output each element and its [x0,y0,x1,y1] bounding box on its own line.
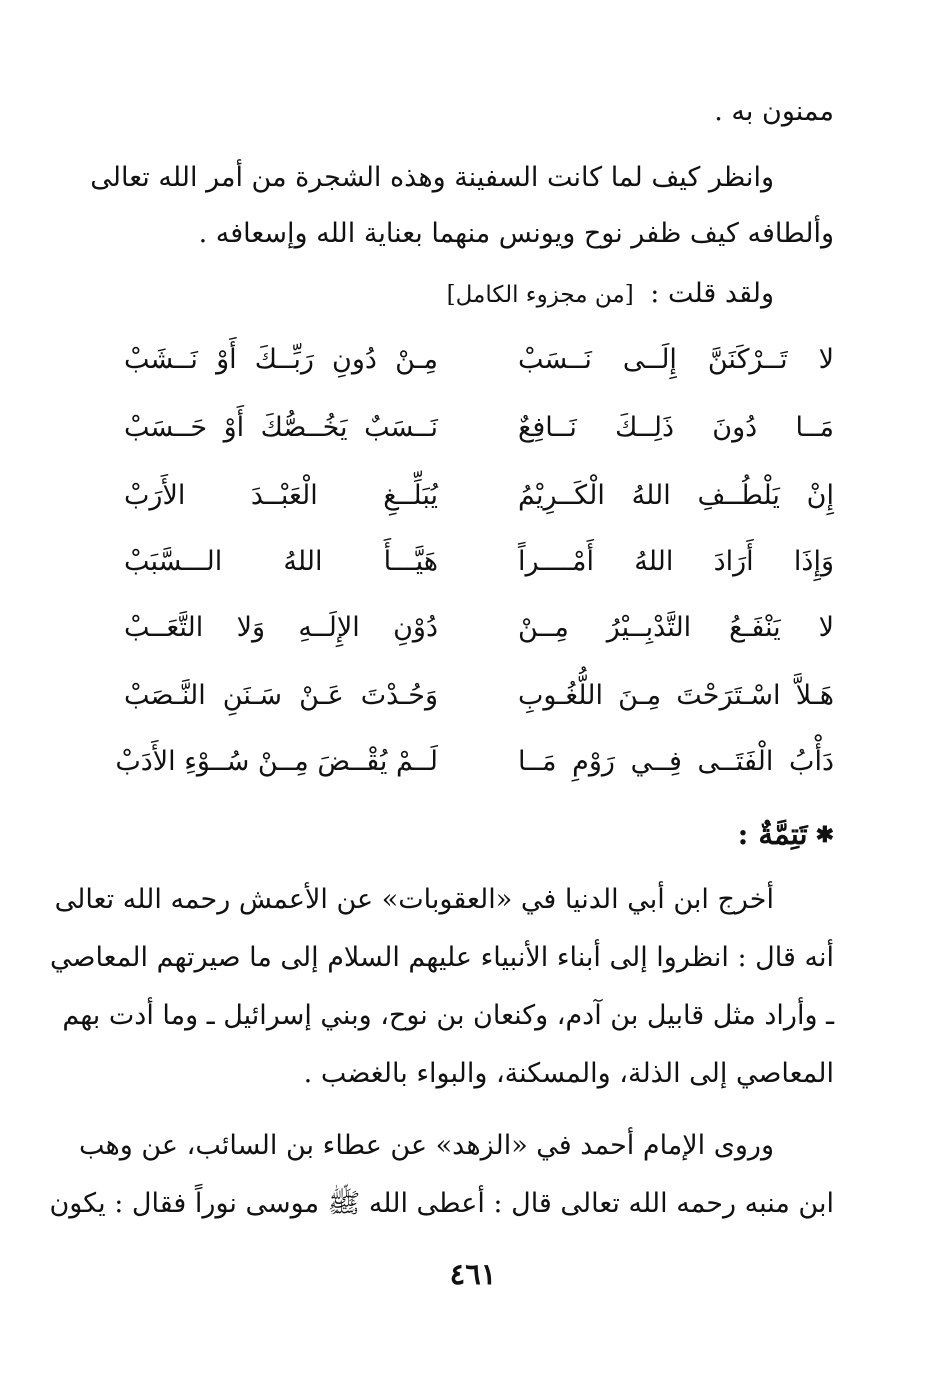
page-number: ٤٦١ [449,1257,497,1291]
verse-first-hemistich: مَــا دُونَ ذَلِــكَ نَــافِعٌ [518,412,834,443]
verse-second-hemistich: نَــسَبٌ يَخُــصُّكَ أَوْ حَــسَبْ [124,412,438,443]
verse-first-hemistich: لا يَنْفَـعُ التَّدْبِــيْرُ مِــنْ [518,612,834,643]
section-heading [738,814,834,855]
paragraph-first-line [54,880,834,920]
intro-text: ولقد قلت : [650,278,774,309]
verse-first-hemistich: إِنْ يَلْطُــفِ اللهُ الْكَــرِيْمُ [518,480,834,511]
verse-second-hemistich: وَحُـدْتَ عَـنْ سَـنَنِ النَّـصَبْ [124,680,438,711]
text-line: ممنون به . [714,96,834,127]
text-line: أخرج ابن أبي الدنيا في «العقوبات» عن الأعمش رحمه الله تعالى [54,884,774,915]
text-line: وألطافه كيف ظفر نوح ويونس منهما بعناية الله وإسعافه . [198,218,834,249]
text-line: ابن منبه رحمه الله تعالى قال : أعطى الله ﷺ موسى نوراً فقال : يكون [49,1188,834,1219]
verse-second-hemistich: يُبَلِّــغِ الْعَبْــدَ الأَرَبْ [124,480,438,511]
verse-second-hemistich: مِـنْ دُونِ رَبِّــكَ أَوْ نَــشَبْ [124,344,438,375]
verse-second-hemistich: لَــمْ يُقْــضَ مِــنْ سُــوْءِ الأَدَبْ [115,746,438,777]
paragraph-first-line [90,158,834,198]
verse-first-hemistich: وَإِذَا أَرَادَ اللهُ أَمْــــراً [518,546,834,577]
star-icon: ✱ [815,822,834,848]
text-line: المعاصي إلى الذلة، والمسكنة، والبواء بالغضب . [303,1058,834,1089]
text-line: وروى الإمام أحمد في «الزهد» عن عطاء بن السائب، عن وهب [79,1130,774,1161]
text-line: وانظر كيف لما كانت السفينة وهذه الشجرة من أمر الله تعالى [90,162,774,193]
meter-label: [من مجزوء الكامل] [446,282,634,308]
verse-first-hemistich: هَـلاَّ اسْـتَرَحْتَ مِـنَ اللُّغُـوبِ [518,680,834,711]
section-title: تَتِمَّةٌ : [737,817,808,851]
poem-intro [447,274,774,315]
paragraph-first-line [79,1126,834,1166]
text-line: ـ وأراد مثل قابيل بن آدم، وكنعان بن نوح، وبني إسرائيل ـ وما أدت بهم [62,1000,834,1031]
verse-first-hemistich: لا تَــرْكَنَنَّ إِلَــى نَــسَبْ [518,344,834,375]
text-line: أنه قال : انظروا إلى أبناء الأنبياء عليهم السلام إلى ما صيرتهم المعاصي [50,942,834,973]
verse-second-hemistich: دُوْنِ الإِلَــهِ وَلا التَّعَــبْ [124,612,438,643]
verse-second-hemistich: هَيَّـــأَ اللهُ الـــسَّبَبْ [124,546,438,577]
verse-first-hemistich: دَأْبُ الْفَتَــى فِــي رَوْمِ مَــا [518,746,834,777]
